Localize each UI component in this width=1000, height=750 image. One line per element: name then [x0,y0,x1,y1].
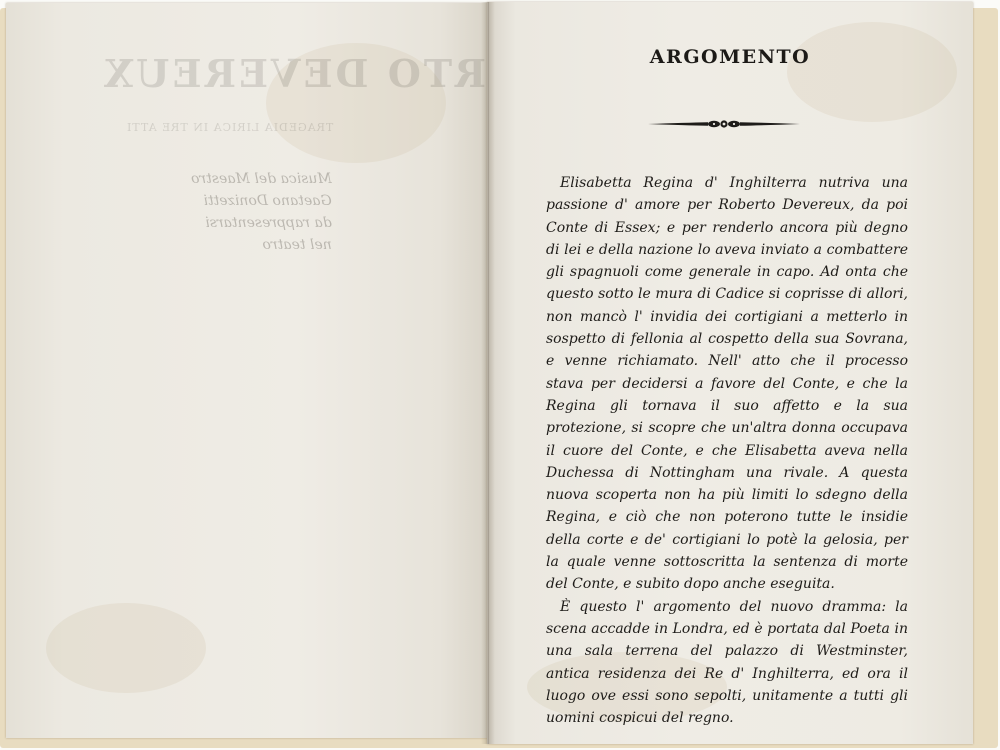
bleed-line: nel teatro [262,237,332,253]
argument-text [546,172,908,729]
paper-stain [46,603,206,693]
bleed-line: da rappresentarsi [205,215,332,231]
bleed-through-title: ROBERTO DEVEREUX [101,51,624,96]
paragraph: È questo l' argomento del nuovo dramma: la scena accadde in Londra, ed è portata dal Poeta in una sala terrena del palazzo di Westminster, antica residenza dei Re d' Inghilterra, ed ora il luogo ove essi sono sepolti, unitamente a tutti gli uomini cospicui del regno. [546,598,908,727]
decorative-rule-ornament-icon [648,117,800,131]
paragraph: Elisabetta Regina d' Inghilterra nutriva una passione d' amore per Roberto Devereux, da poi Conte di Essex; e per renderlo ancora più degno di lei e della nazione lo aveva inviato a combattere gli spagnuoli come generale in capo. Ad onta che questo sotto le mura di Cadice si coprisse di allori, non mancò l' invidia dei cortigiani a metterlo in sospetto di fellonia al cospetto della sua Sovrana, e venne richiamato. Nell' atto che il processo stava per decidersi a favore del Conte, e che la Regina gli tornava il suo affetto e la sua protezione, si scopre che un'altra donna occupava il cuore del Conte, e che Elisabetta aveva nella Duchessa di Nottingham una rivale. A questa nuova scoperta non ha più limiti lo sdegno della Regina, e ciò che non poterono tutte le insidie della corte e de' cortigiani lo potè la gelosia, per la quale venne sottoscritta la sentenza di morte del Conte, e subito dopo anche eseguita. [546,175,908,593]
bleed-line: Musica del Maestro [191,171,332,187]
bleed-line: Gaetano Donizetti [203,193,332,209]
page-title: ARGOMENTO [649,46,811,68]
left-page [6,3,624,738]
paper-stain [266,43,446,163]
bleed-through-lines [191,168,332,256]
paper-stain [787,22,957,122]
book-gutter [481,2,495,744]
bleed-through-subtitle: TRAGEDIA LIRICA IN TRE ATTI [126,121,334,134]
